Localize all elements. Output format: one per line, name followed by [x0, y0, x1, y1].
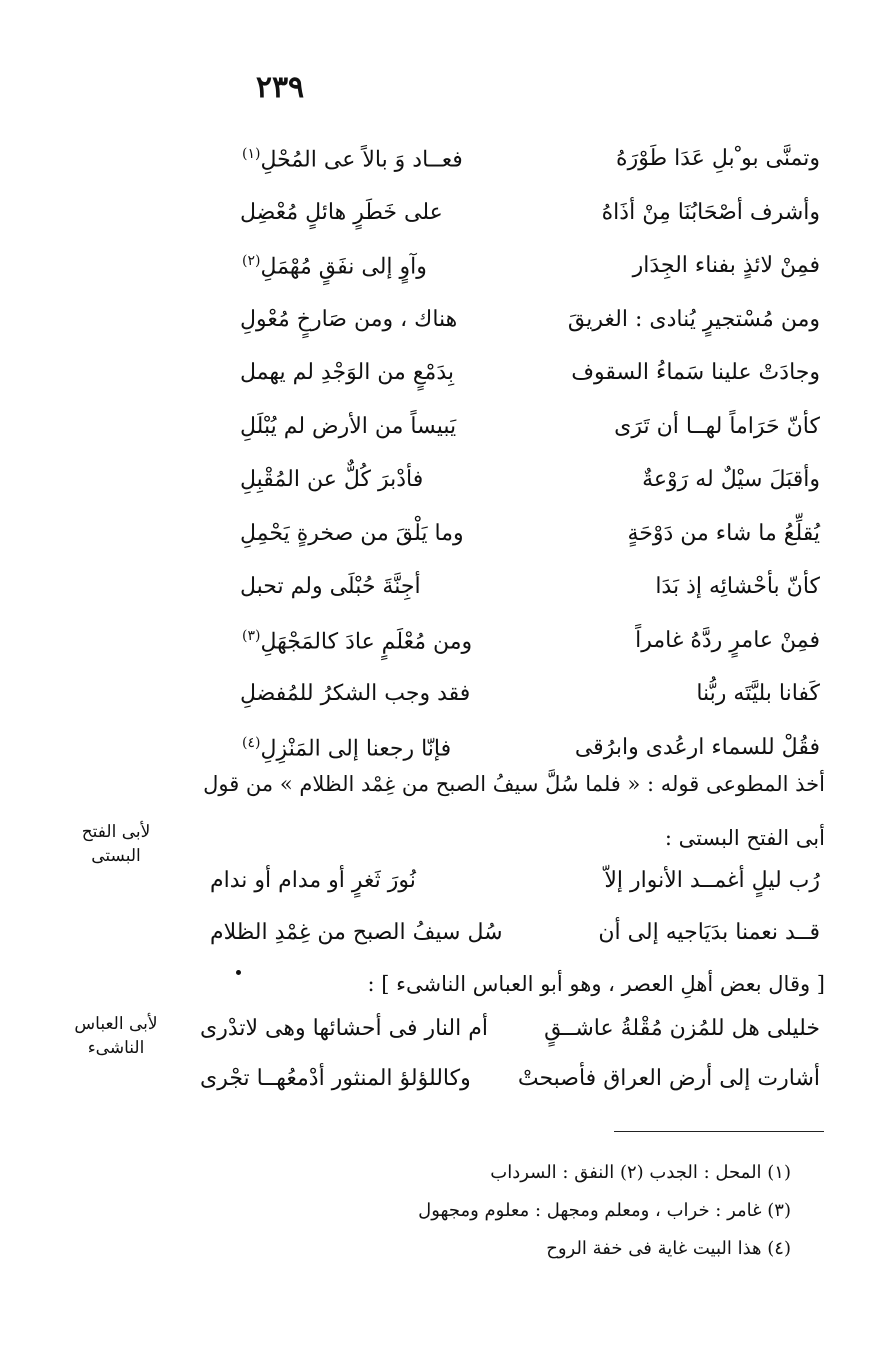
verse-second-hemistich-text: وما يَلْقَ من صخرةٍ يَحْمِلِ — [240, 520, 464, 546]
verse-row — [240, 414, 820, 462]
footnote-marker: (١) — [242, 146, 261, 162]
prose-line-2: أبى الفتح البستى : — [664, 826, 825, 850]
verse-row — [240, 628, 820, 676]
verse-second-hemistich — [200, 1066, 471, 1091]
verse-row — [210, 868, 820, 916]
verse-second-hemistich — [240, 735, 451, 761]
verse-second-hemistich — [210, 868, 416, 893]
margin-note-nashi-line2: الناشىء — [87, 1038, 145, 1058]
footnote-divider — [614, 1131, 824, 1132]
verse-second-hemistich-text: هناك ، ومن صَارخٍ مُعْولِ — [240, 306, 458, 332]
verse-second-hemistich-text: فأدْبرَ كُلٌّ عن المُقْبِلِ — [240, 467, 424, 492]
verse-row — [200, 1016, 820, 1064]
verse-row — [240, 146, 820, 194]
stray-dot — [236, 970, 241, 975]
verse-first-hemistich: كَفانا بليَّتَه ربُّنا — [696, 681, 820, 706]
footnote-1: (١) المحل : الجدب (٢) النفق : السرداب — [490, 1162, 791, 1183]
verse-second-hemistich-text: فقد وجب الشكرُ للمُفضلِ — [240, 681, 471, 706]
verse-row — [210, 920, 820, 968]
verse-second-hemistich — [240, 467, 423, 492]
verse-second-hemistich — [210, 920, 503, 945]
prose-line-1: أخذ المطوعى قوله : « فلما سُلَّ سيفُ الصبح من غِمْد الظلام » من قول — [203, 772, 825, 796]
margin-note-nashi — [62, 1012, 170, 1060]
verse-first-hemistich: خليلى هل للمُزن مُقْلةُ عاشــقٍ — [544, 1016, 820, 1041]
verse-row — [240, 360, 820, 408]
verse-first-hemistich: كأنّ بأحْشائِه إذ بَدَا — [655, 574, 820, 599]
verse-second-hemistich-text: فإنّا رجعنا إلى المَنْزِلِ — [260, 735, 452, 761]
margin-note-busti-line1: لأبى الفتح — [81, 822, 151, 842]
prose-line-3: [ وقال بعض أهلِ العصر ، وهو أبو العباس الناشىء ] : — [367, 972, 825, 996]
verse-row — [200, 1066, 820, 1114]
verse-row — [240, 467, 820, 515]
verse-second-hemistich — [240, 628, 472, 654]
verse-second-hemistich-text: بِدَمْعٍ من الوَجْدِ لم يهمل — [240, 360, 454, 385]
verse-second-hemistich-text: فعــاد وَ بالاً عى المُحْلِ — [260, 147, 463, 173]
verse-second-hemistich-text: ومن مُعْلَمٍ عادَ كالمَجْهَلِ — [260, 628, 473, 654]
verse-row — [240, 200, 820, 248]
verse-second-hemistich-text: أم النار فى أحشائها وهى لاتدْرى — [200, 1016, 488, 1041]
verse-second-hemistich-text: أجِنَّةَ حُبْلَى ولم تحبل — [240, 574, 421, 599]
verse-first-hemistich: كأنّ حَرَاماً لهــا أن تَرَى — [614, 413, 820, 439]
verse-second-hemistich-text: نُورَ ثَغرٍ أو مدام أو ندام — [210, 868, 416, 893]
footnote-marker: (٢) — [242, 253, 261, 269]
verse-row — [240, 253, 820, 301]
verse-second-hemistich — [240, 574, 421, 599]
verse-second-hemistich — [240, 414, 456, 439]
margin-note-nashi-line1: لأبى العباس — [74, 1014, 158, 1034]
verse-first-hemistich: فمِنْ لائذٍ بفناء الجِدَار — [632, 253, 820, 278]
verse-second-hemistich — [200, 1016, 488, 1041]
footnote-marker: (٣) — [242, 627, 261, 644]
verse-second-hemistich-text: على خَطَرٍ هائلٍ مُعْضِل — [240, 199, 443, 225]
verse-second-hemistich — [240, 200, 443, 225]
verse-row — [240, 681, 820, 729]
verse-second-hemistich-text: يَبيساً من الأرض لم يُبْلَلِ — [240, 413, 457, 439]
verse-second-hemistich — [240, 521, 464, 546]
verse-first-hemistich: وأقبَلَ سيْلٌ له رَوْعةٌ — [642, 467, 820, 492]
verse-first-hemistich: فمِنْ عامرٍ ردَّهُ غامراً — [635, 627, 820, 653]
verse-second-hemistich-text: سُل سيفُ الصبح من غِمْدِ الظلام — [210, 920, 503, 945]
footnote-2: (٣) غامر : خراب ، ومعلم ومجهل : معلوم ومجهول — [418, 1200, 791, 1221]
verse-row — [240, 307, 820, 355]
verse-second-hemistich-text: وكاللؤلؤ المنثور أدْمعُهــا تجْرى — [200, 1066, 471, 1091]
footnote-3: (٤) هذا البيت غاية فى خفة الروح — [546, 1238, 791, 1259]
verse-second-hemistich — [240, 307, 457, 332]
verse-first-hemistich: فقُلْ للسماء ارعُدى وابرُقى — [574, 734, 820, 760]
verse-second-hemistich — [240, 681, 470, 706]
verse-second-hemistich — [240, 253, 427, 279]
verse-second-hemistich — [240, 360, 454, 385]
verse-first-hemistich: يُقلِّعُ ما شاء من دَوْحَةٍ — [627, 520, 820, 546]
verse-second-hemistich — [240, 146, 463, 172]
verse-first-hemistich: وتمنَّى بو ْبلِ عَدَا طَوْرَهُ — [616, 146, 820, 171]
verse-first-hemistich: ومن مُسْتجيرٍ يُنادى : الغريقَ — [567, 306, 820, 332]
footnote-marker: (٤) — [242, 734, 261, 751]
verse-first-hemistich: وأشرف أصْحَابُنَا مِنْ أذَاهُ — [601, 199, 820, 225]
verse-row — [240, 574, 820, 622]
verse-first-hemistich: قــد نعمنا بدَيَاجيه إلى أن — [598, 920, 820, 945]
verse-first-hemistich: أشارت إلى أرض العراق فأصبحتْ — [517, 1066, 820, 1091]
verse-first-hemistich: وجادَتْ علينا سَماءُ السقوف — [571, 360, 820, 385]
verse-second-hemistich-text: وآوٍ إلى نفَقٍ مُهْمَلِ — [260, 254, 427, 280]
margin-note-busti — [62, 820, 170, 868]
verse-row — [240, 521, 820, 569]
margin-note-busti-line2: البستى — [91, 846, 141, 866]
verse-first-hemistich: رُب ليلٍ أغمــد الأنوار إلاّ — [604, 868, 820, 893]
page-number: ٢٣٩ — [255, 70, 305, 105]
